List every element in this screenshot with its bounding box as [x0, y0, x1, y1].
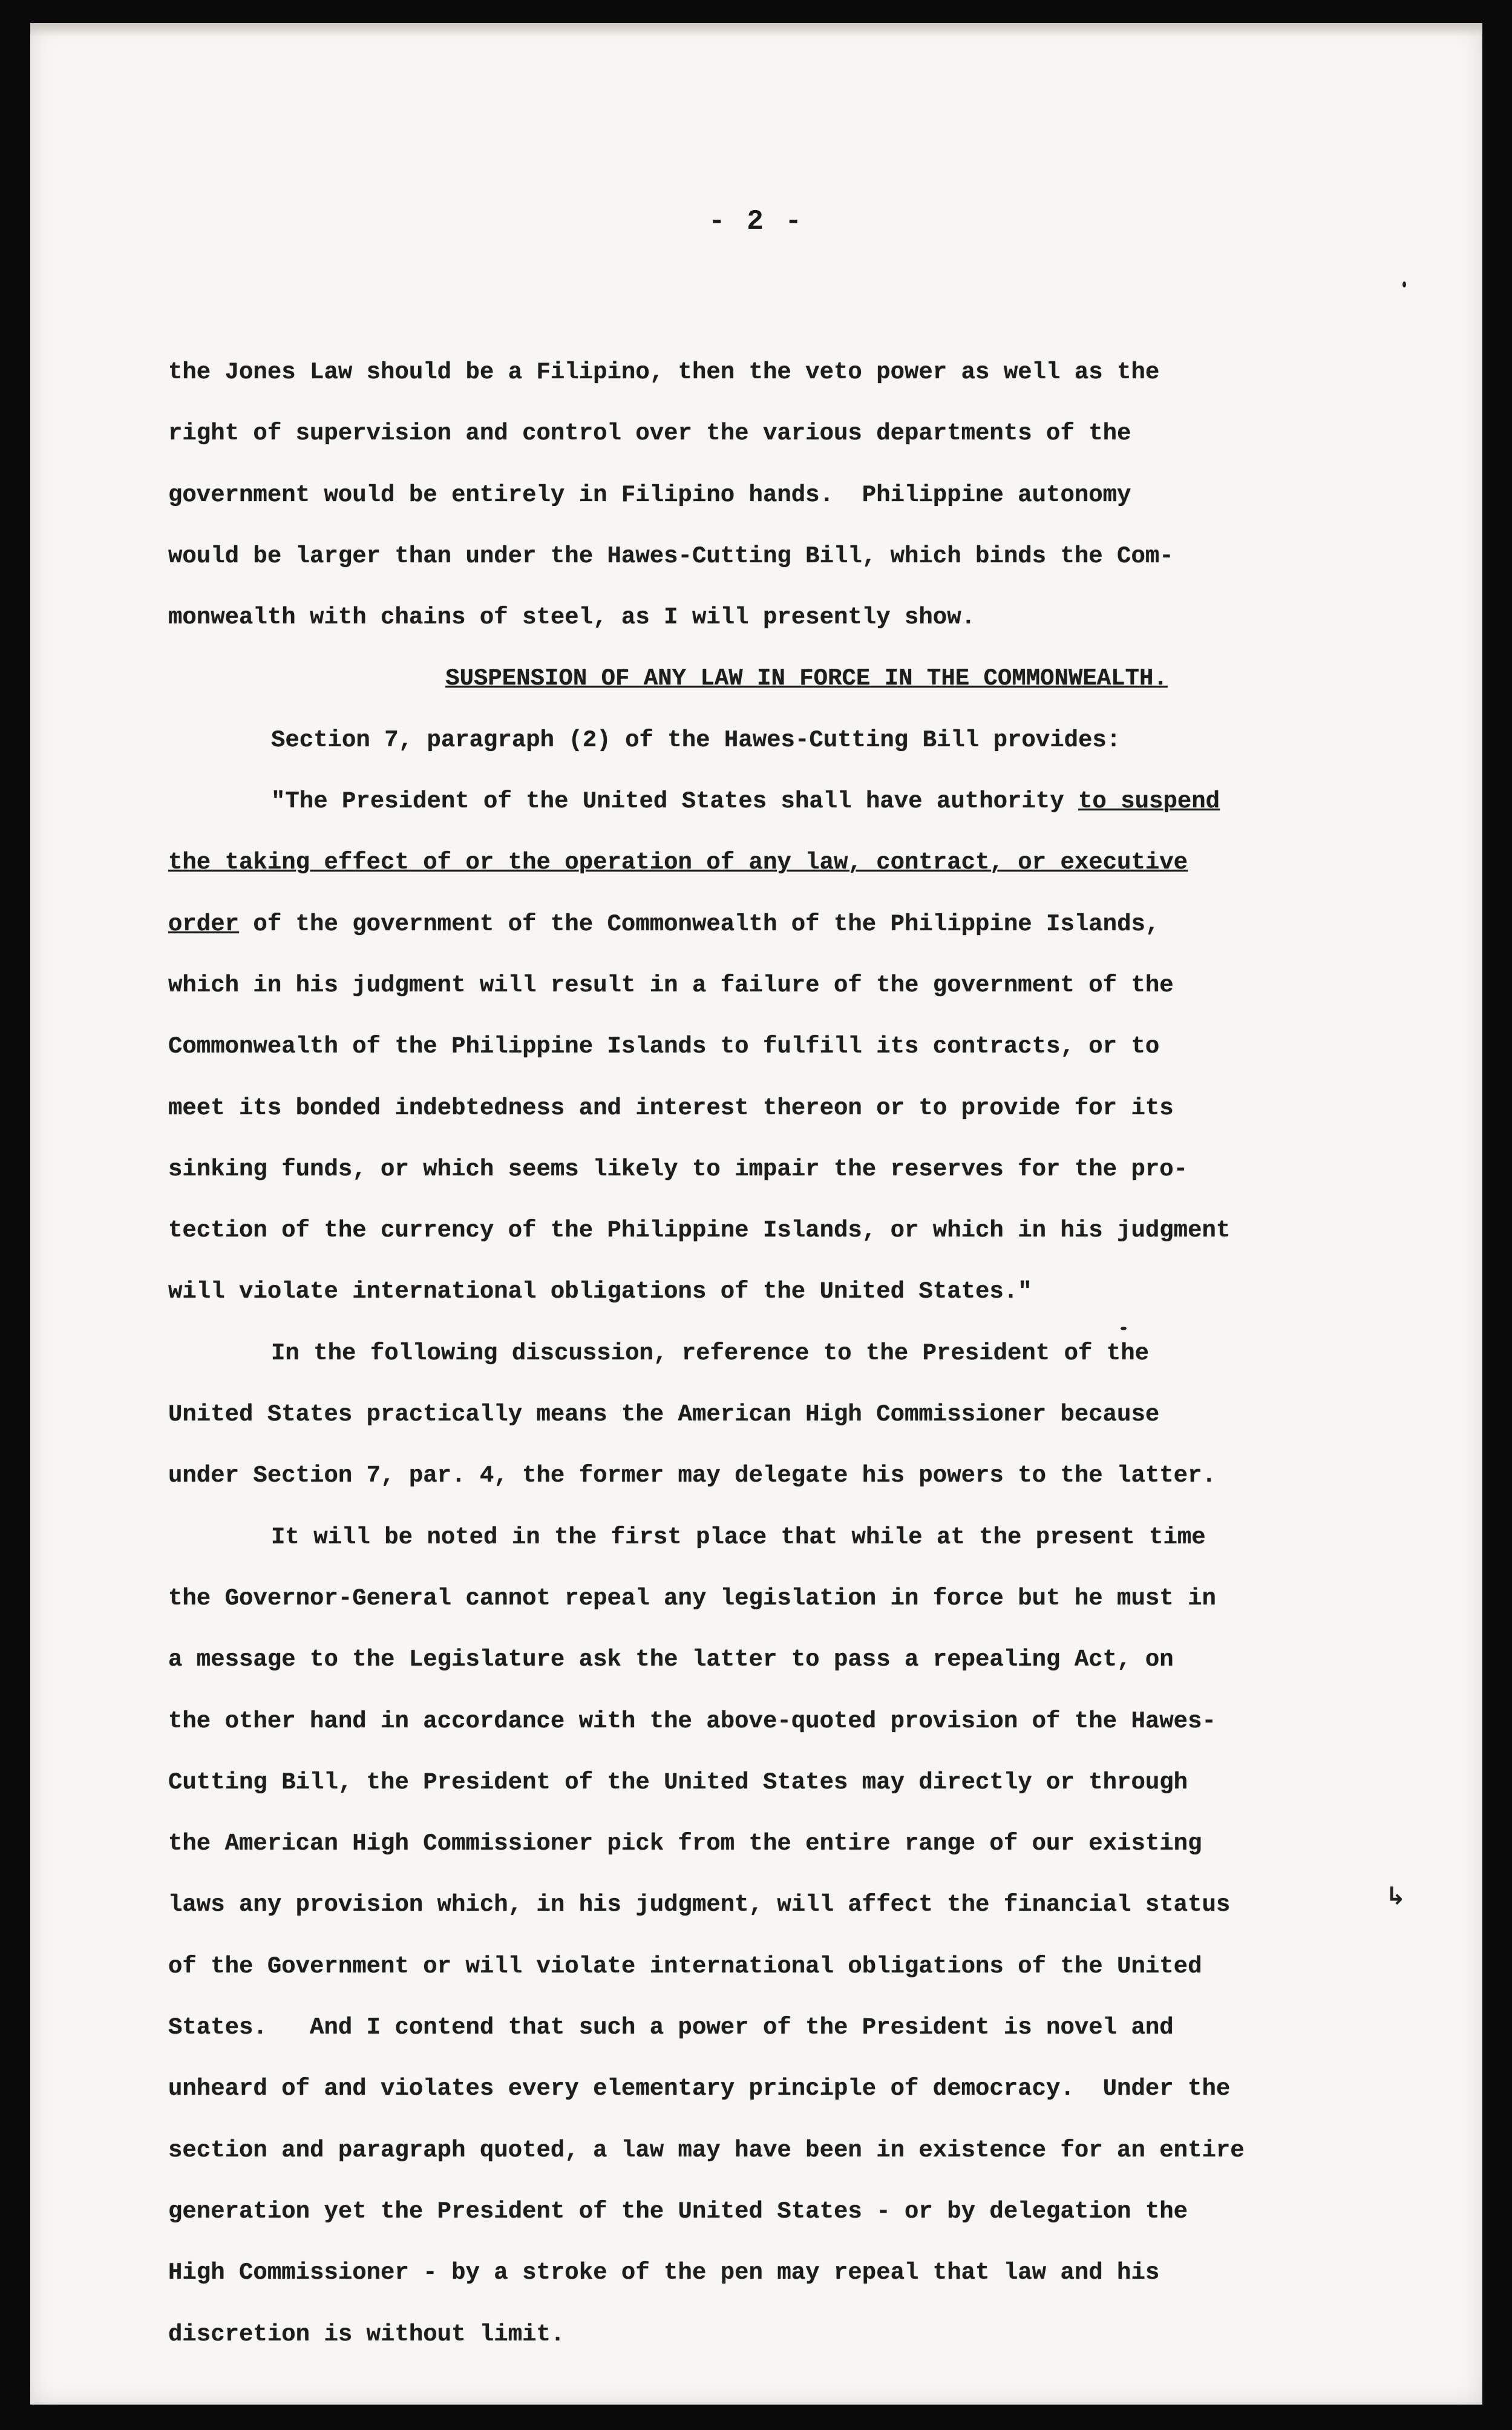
underlined-text: to suspend	[1078, 788, 1220, 815]
scan-speck	[1121, 1327, 1127, 1330]
text-line: the American High Commissioner pick from the entire range of our existing	[168, 1830, 1202, 1857]
quote-line: meet its bonded indebtedness and interest thereon or to provide for its	[168, 1094, 1174, 1121]
scan-speck	[1402, 281, 1406, 287]
text-line: Cutting Bill, the President of the United States may directly or through	[168, 1768, 1188, 1796]
text-line: the Jones Law should be a Filipino, then the veto power as well as the	[168, 359, 1160, 386]
underlined-text: the taking effect of or the operation of any law, contract, or executive	[168, 849, 1188, 876]
text-line: under Section 7, par. 4, the former may delegate his powers to the latter.	[168, 1462, 1216, 1489]
text-line: discretion is without limit.	[168, 2320, 565, 2348]
quote-line	[168, 832, 1348, 893]
text-line: would be larger than under the Hawes-Cutting Bill, which binds the Com-	[168, 542, 1174, 570]
quote-line: will violate international obligations of the United States."	[168, 1278, 1032, 1305]
quote-line	[168, 894, 1348, 955]
quote-line: which in his judgment will result in a failure of the government of the	[168, 971, 1174, 999]
text-line: High Commissioner - by a stroke of the pen may repeal that law and his	[168, 2259, 1160, 2287]
text-line: the Governor-General cannot repeal any legislation in force but he must in	[168, 1584, 1216, 1612]
quote-line: tection of the currency of the Philippine Islands, or which in his judgment	[168, 1217, 1231, 1244]
text-line: States. And I contend that such a power of the President is novel and	[168, 2014, 1174, 2041]
text-line: of the Government or will violate international obligations of the United	[168, 1952, 1202, 1980]
text-line: government would be entirely in Filipino hands. Philippine autonomy	[168, 481, 1131, 508]
quote-text: "The President of the United States shall have authority	[271, 788, 1079, 815]
text-line: United States practically means the American High Commissioner because	[168, 1401, 1160, 1428]
text-line: Section 7, paragraph (2) of the Hawes-Cutting Bill provides:	[271, 726, 1121, 754]
margin-mark-icon: ↳	[1386, 1882, 1406, 1910]
section-heading: SUSPENSION OF ANY LAW IN FORCE IN THE COMMONWEALTH.	[445, 665, 1168, 692]
text-line: unheard of and violates every elementary principle of democracy. Under the	[168, 2075, 1231, 2103]
text-line: monwealth with chains of steel, as I will presently show.	[168, 604, 976, 631]
text-line: right of supervision and control over the various departments of the	[168, 420, 1131, 447]
paper-top-edge	[30, 23, 1482, 36]
underlined-text: order	[168, 910, 240, 938]
quote-text: of the government of the Commonwealth of the Philippine Islands,	[239, 910, 1160, 938]
text-line: generation yet the President of the United States - or by delegation the	[168, 2198, 1188, 2225]
text-line: a message to the Legislature ask the latter to pass a repealing Act, on	[168, 1646, 1174, 1673]
quote-line: sinking funds, or which seems likely to impair the reserves for the pro-	[168, 1155, 1188, 1183]
text-line: the other hand in accordance with the above-quoted provision of the Hawes-	[168, 1707, 1216, 1735]
quote-line: Commonwealth of the Philippine Islands to fulfill its contracts, or to	[168, 1033, 1160, 1060]
text-line: laws any provision which, in his judgment, will affect the financial status	[168, 1891, 1231, 1919]
quote-line	[168, 771, 1348, 832]
text-line: In the following discussion, reference to the President of the	[271, 1339, 1150, 1367]
page-number: - 2 -	[708, 206, 805, 237]
text-line: It will be noted in the first place that while at the present time	[271, 1523, 1206, 1551]
document-body	[168, 342, 1348, 2365]
text-line: section and paragraph quoted, a law may have been in existence for an entire	[168, 2136, 1245, 2164]
